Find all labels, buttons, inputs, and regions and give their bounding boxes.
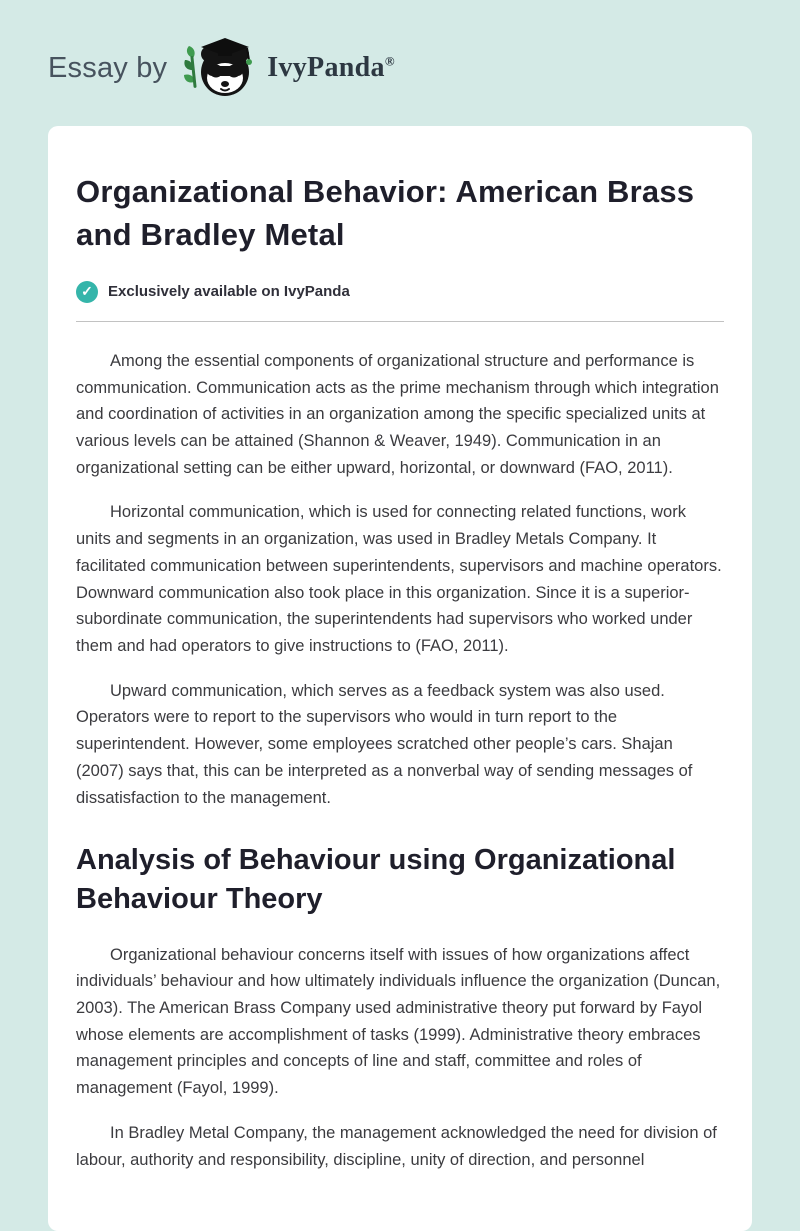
site-header <box>0 0 800 126</box>
brand-name: IvyPanda® <box>267 52 395 83</box>
divider <box>76 321 724 322</box>
panda-graduate-logo-icon <box>183 36 257 100</box>
page-title: Organizational Behavior: American Brass and Bradley Metal <box>76 174 695 253</box>
availability-badge-label: Exclusively available on IvyPanda <box>108 283 350 301</box>
paragraph: Organizational behaviour concerns itself with issues of how organizations affect individuals’ behaviour and how ultimately individuals influence the organization (Duncan, 2003). The American Brass Company used administrative theory put forward by Fayol whose elements are accomplishment of tasks (1999). Administrative theory embraces management principles and concepts of line and staff, committee and roles of management (Fayol, 1999). <box>76 945 721 1098</box>
section-heading: Analysis of Behaviour using Organizational Behaviour Theory <box>76 844 676 916</box>
paragraph: Among the essential components of organizational structure and performance is communication. Communication acts as the prime mechanism through which integration and coordination of activities in an organization among the specific specialized units at various levels can be attained (Shannon & Weaver, 1949). Communication in an organizational setting can be either upward, horizontal, or downward (FAO, 2011). <box>76 351 719 477</box>
paragraph: Horizontal communication, which is used for connecting related functions, work units and segments in an organization, was used in Bradley Metals Company. It facilitated communication between superintendents, supervisors and machine operators. Downward communication also took place in this organization. Since it is a superior-subordinate communication, the superintendents had supervisors who worked under them and had operators to give instructions to (FAO, 2011). <box>76 503 722 655</box>
ivypanda-logo <box>183 36 395 100</box>
check-icon: ✓ <box>76 281 98 303</box>
availability-badge <box>76 281 724 303</box>
paragraph: Upward communication, which serves as a feedback system was also used. Operators were to report to the supervisors who would in turn report to the superintendent. However, some employees scratched other people’s cars. Shajan (2007) says that, this can be interpreted as a nonverbal way of sending messages of dissatisfaction to the management. <box>76 681 693 807</box>
registered-mark: ® <box>384 53 395 69</box>
essay-body <box>76 348 724 1174</box>
paragraph: In Bradley Metal Company, the management acknowledged the need for division of labour, authority and responsibility, discipline, unity of direction, and personnel <box>76 1123 717 1169</box>
essay-by-label: Essay by <box>48 51 168 84</box>
essay-card <box>48 126 752 1231</box>
